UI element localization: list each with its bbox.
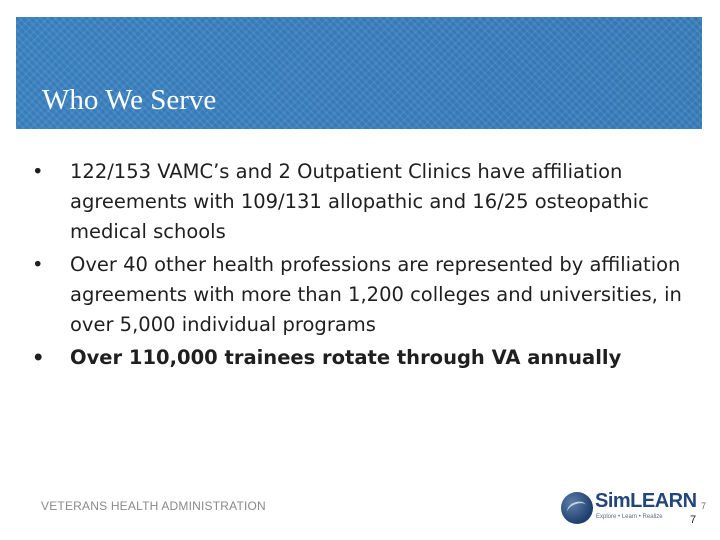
globe-icon [561, 492, 593, 524]
logo-tagline: Explore • Learn • Realize [596, 514, 663, 520]
logo-wordmark: SimLEARN [595, 490, 697, 512]
bullet-text: Over 40 other health professions are represented by affiliation agreements with more than 1,200 colleges and universities, in over 5,000 individual programs [70, 253, 682, 336]
bullet-list [32, 157, 692, 376]
bullet-marker: • [32, 346, 45, 369]
bullet-text: 122/153 VAMC’s and 2 Outpatient Clinics have affiliation agreements with 109/131 allopathic and 16/25 osteopathic medical schools [70, 160, 649, 243]
page-number-small: 7 [701, 501, 707, 511]
bullet-item [32, 157, 692, 247]
footer-organization: VETERANS HEALTH ADMINISTRATION [41, 499, 266, 513]
slide-title: Who We Serve [42, 84, 217, 116]
simlearn-logo [559, 488, 697, 528]
bullet-marker: • [32, 253, 44, 276]
bullet-item [32, 250, 692, 340]
bullet-item [32, 343, 692, 373]
bullet-marker: • [32, 160, 44, 183]
bullet-text: Over 110,000 trainees rotate through VA annually [70, 346, 622, 369]
page-number: 7 [690, 514, 697, 526]
